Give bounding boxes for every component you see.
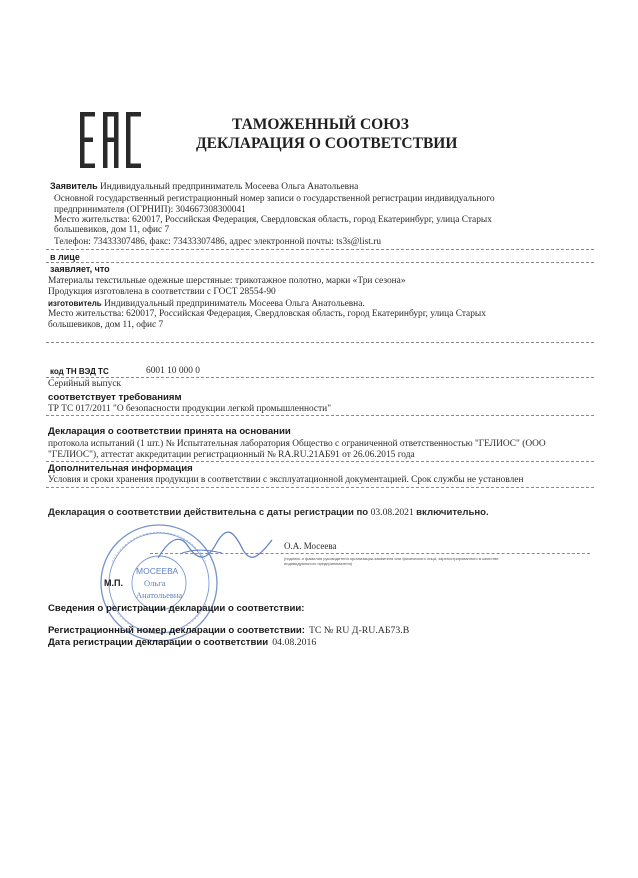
divider [46, 487, 594, 488]
divider [46, 342, 594, 343]
product-standard: Продукция изготовлена в соответствии с ГОСТ 28554-90 [48, 287, 276, 297]
applicant-ogrn-line2: предпринимателя (ОГРНИП): 304667308300041 [54, 205, 246, 215]
code-value: 6001 10 000 0 [146, 366, 200, 376]
stamp-name: МОСЕЕВА [136, 566, 179, 576]
additional-label: Дополнительная информация [48, 463, 193, 474]
requirements-label: соответствует требованиям [48, 392, 182, 403]
document-title-line1: ТАМОЖЕННЫЙ СОЮЗ [232, 116, 409, 133]
registration-heading: Сведения о регистрации декларации о соответствии: [48, 603, 305, 614]
divider [46, 461, 594, 462]
applicant-label: Заявитель [50, 181, 98, 191]
stamp-mp-label: М.П. [104, 578, 123, 588]
registration-date-label: Дата регистрации декларации о соответствии [48, 637, 269, 648]
signature-note-line2: индивидуального предпринимателя) [284, 561, 352, 566]
manufacturer-label: изготовитель [48, 299, 102, 308]
divider [46, 249, 594, 250]
declares-label: заявляет, что [50, 264, 110, 274]
basis-line1: протокола испытаний (1 шт.) № Испытательная лаборатория Общество с ограниченной ответственностью "ГЕЛИОС" (ООО [48, 439, 546, 449]
validity-suffix: включительно. [416, 507, 489, 518]
eac-logo [80, 112, 142, 170]
applicant-contacts: Телефон: 73433307486, факс: 73433307486, адрес электронной почты: ts3s@list.ru [54, 237, 382, 247]
validity-line [48, 507, 489, 518]
additional-text: Условия и сроки хранения продукции в соответствии с эксплуатационной документацией. Срок службы не установлен [48, 475, 524, 485]
signatory-name: О.А. Мосеева [284, 541, 337, 551]
registration-date-value: 04.08.2016 [272, 637, 317, 648]
applicant-name: Индивидуальный предприниматель Мосеева Ольга Анатольевна [99, 182, 359, 192]
manufacturer-address-line1: Место жительства: 620017, Российская Федерация, Свердловская область, город Екатеринбург, улица Старых [48, 309, 486, 319]
divider [46, 377, 594, 378]
applicant-address-line2: большевиков, дом 11, офис 7 [54, 225, 170, 235]
manufacturer-address-line2: большевиков, дом 11, офис 7 [48, 320, 164, 330]
divider [46, 262, 594, 263]
basis-line2: "ГЕЛИОС"), аттестат аккредитации регистрационный № RA.RU.21АБ91 от 26.06.2015 года [48, 450, 415, 460]
represented-label: в лице [50, 252, 80, 262]
stamp-line2: Ольга [144, 578, 166, 588]
stamp-line3: Анатольевна [136, 590, 183, 600]
applicant-line [50, 181, 358, 193]
validity-date: 03.08.2021 [370, 507, 414, 518]
registration-number-label: Регистрационный номер декларации о соответствии: [48, 625, 305, 636]
divider [46, 415, 594, 416]
manufacturer-name: Индивидуальный предприниматель Мосеева Ольга Анатольевна. [104, 299, 365, 309]
document-title-line2: ДЕКЛАРАЦИЯ О СООТВЕТСТВИИ [196, 135, 458, 152]
applicant-address-line1: Место жительства: 620017, Российская Федерация, Свердловская область, город Екатеринбург, улица Старых [54, 215, 492, 225]
applicant-ogrn-line1: Основной государственный регистрационный номер записи о государственной регистрации индивидуального [54, 194, 495, 204]
signature-note-line1: (подпись и фамилия руководителя организации-заявителя или физического лица, зарегистрированного в качестве [284, 556, 499, 561]
basis-label: Декларация о соответствии принята на основании [48, 426, 291, 437]
validity-prefix: Декларация о соответствии действительна с даты регистрации по [48, 507, 369, 518]
requirements-text: ТР ТС 017/2011 "О безопасности продукции легкой промышленности" [48, 404, 332, 414]
product-description: Материалы текстильные одежные шерстяные: трикотажное полотно, марки «Три сезона» [48, 276, 406, 286]
registration-number-value: ТС № RU Д-RU.АБ73.В [308, 625, 410, 636]
release-type: Серийный выпуск [48, 379, 122, 389]
code-label: код ТН ВЭД ТС [50, 367, 109, 376]
registration-date-line [48, 632, 316, 650]
